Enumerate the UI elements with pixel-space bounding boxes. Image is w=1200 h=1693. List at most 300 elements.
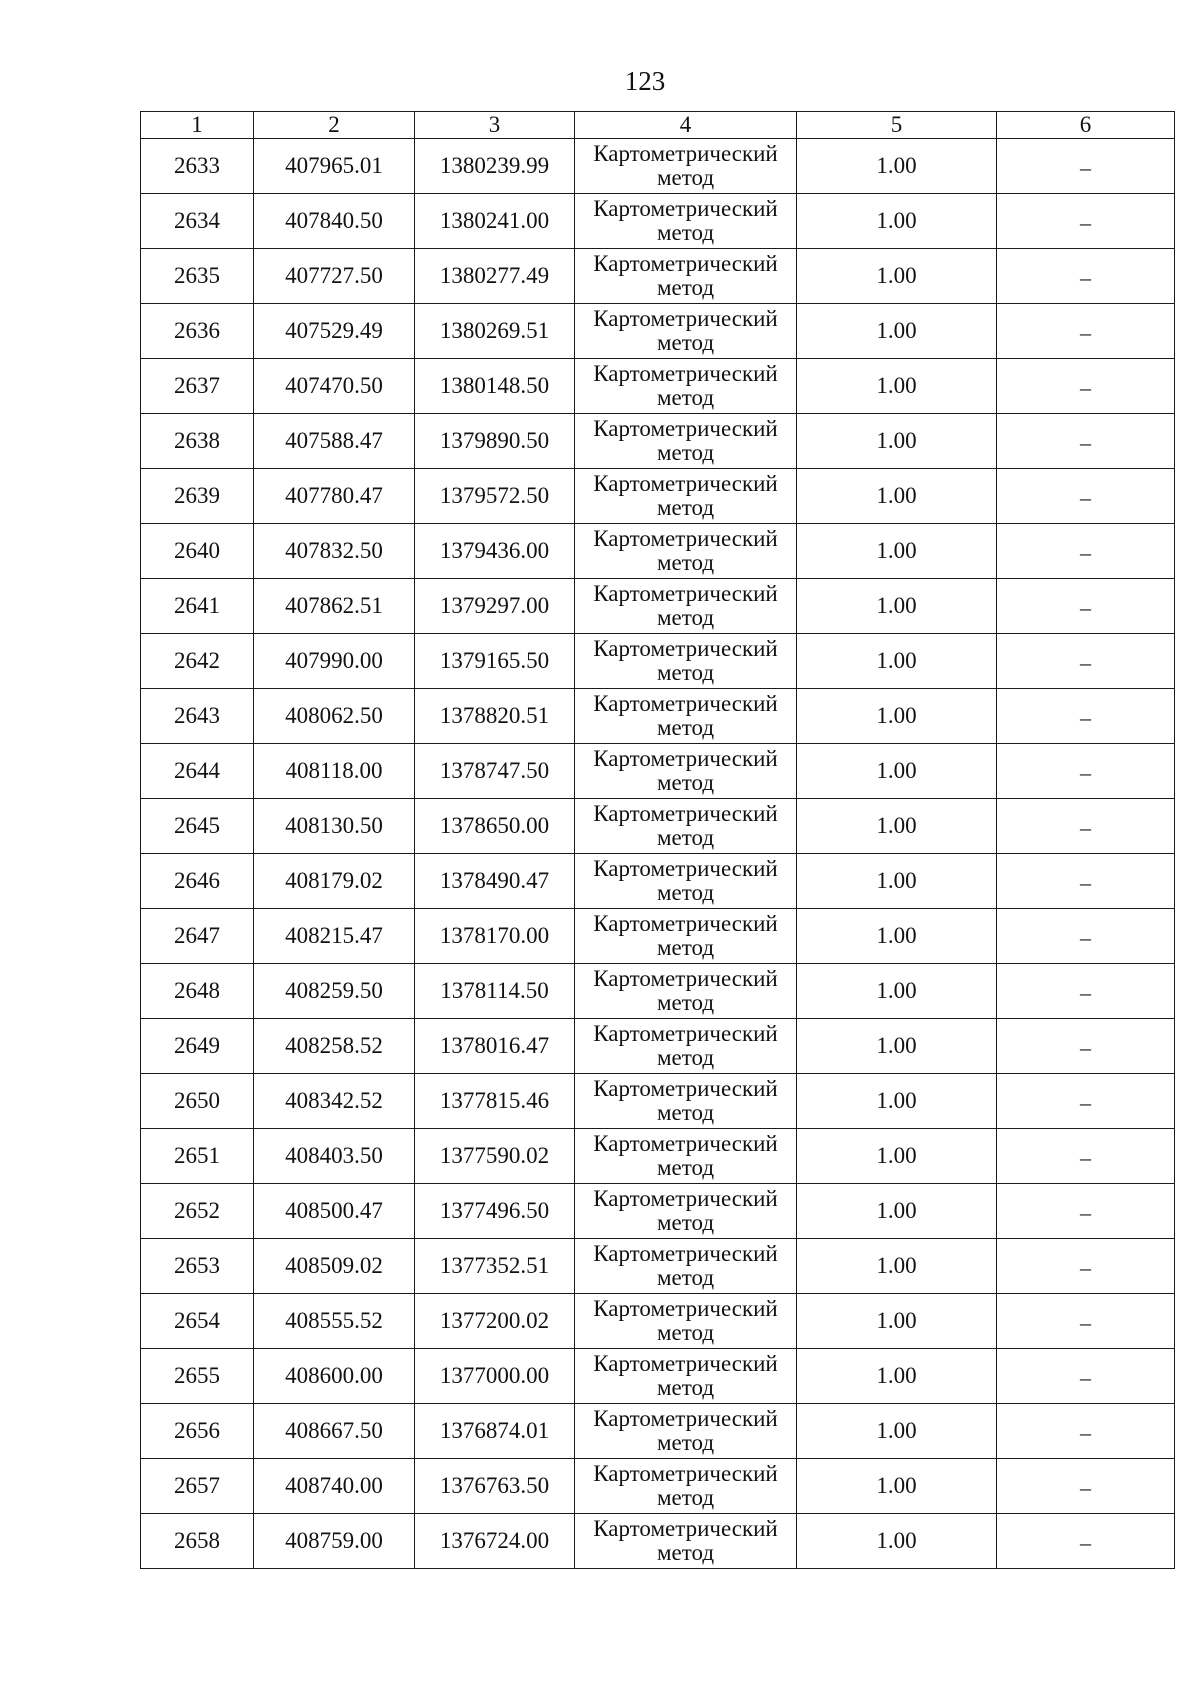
note-cell-text: – xyxy=(1080,1530,1091,1555)
method-line-2: метод xyxy=(656,1210,715,1235)
accuracy-cell xyxy=(797,524,997,579)
x-coordinate-cell xyxy=(254,799,415,854)
point-number-cell-text: 2634 xyxy=(174,208,220,233)
x-coordinate-cell xyxy=(254,1239,415,1294)
note-cell xyxy=(997,1184,1175,1239)
x-coordinate-cell xyxy=(254,249,415,304)
x-coordinate-cell xyxy=(254,1129,415,1184)
y-coordinate-cell xyxy=(415,744,575,799)
point-number-cell-text: 2655 xyxy=(174,1363,220,1388)
method-line-2: метод xyxy=(656,1485,715,1510)
table-body xyxy=(141,139,1175,1569)
y-coordinate-cell-text: 1380241.00 xyxy=(439,208,550,233)
method-line-1: Картометрический xyxy=(593,306,778,331)
method-line-1: Картометрический xyxy=(593,141,778,166)
y-coordinate-cell xyxy=(415,1019,575,1074)
note-cell-text: – xyxy=(1080,210,1091,235)
point-number-cell-text: 2656 xyxy=(174,1418,220,1443)
table-row xyxy=(141,304,1175,359)
method-cell xyxy=(575,1514,797,1569)
note-cell-text: – xyxy=(1080,375,1091,400)
y-coordinate-cell-text: 1377352.51 xyxy=(439,1253,550,1278)
method-line-1: Картометрический xyxy=(593,1241,778,1266)
method-line-2: метод xyxy=(656,880,715,905)
table-row xyxy=(141,744,1175,799)
point-number-cell-text: 2644 xyxy=(174,758,220,783)
y-coordinate-cell xyxy=(415,854,575,909)
point-number-cell xyxy=(141,194,254,249)
method-line-2: метод xyxy=(656,495,715,520)
table-row xyxy=(141,1404,1175,1459)
accuracy-cell xyxy=(797,194,997,249)
note-cell xyxy=(997,414,1175,469)
note-cell-text: – xyxy=(1080,1145,1091,1170)
note-cell xyxy=(997,1404,1175,1459)
note-cell-text: – xyxy=(1080,430,1091,455)
y-coordinate-cell-text: 1377496.50 xyxy=(439,1198,550,1223)
method-line-2: метод xyxy=(656,1540,715,1565)
method-line-2: метод xyxy=(656,990,715,1015)
point-number-cell-text: 2650 xyxy=(174,1088,220,1113)
note-cell-text: – xyxy=(1080,155,1091,180)
note-cell xyxy=(997,1514,1175,1569)
method-line-2: метод xyxy=(656,660,715,685)
x-coordinate-cell-text: 408130.50 xyxy=(285,813,383,838)
table-row xyxy=(141,1294,1175,1349)
method-cell xyxy=(575,194,797,249)
point-number-cell xyxy=(141,799,254,854)
note-cell xyxy=(997,964,1175,1019)
accuracy-cell xyxy=(797,579,997,634)
table-row xyxy=(141,1514,1175,1569)
accuracy-cell xyxy=(797,249,997,304)
accuracy-cell-text: 1.00 xyxy=(876,1363,917,1388)
point-number-cell xyxy=(141,744,254,799)
note-cell-text: – xyxy=(1080,265,1091,290)
y-coordinate-cell xyxy=(415,249,575,304)
x-coordinate-cell xyxy=(254,194,415,249)
x-coordinate-cell-text: 407832.50 xyxy=(285,538,383,563)
x-coordinate-cell-text: 407470.50 xyxy=(285,373,383,398)
table-row xyxy=(141,1019,1175,1074)
accuracy-cell xyxy=(797,1459,997,1514)
point-number-cell-text: 2646 xyxy=(174,868,220,893)
note-cell xyxy=(997,1349,1175,1404)
x-coordinate-cell xyxy=(254,1459,415,1514)
note-cell-text: – xyxy=(1080,540,1091,565)
point-number-cell xyxy=(141,469,254,524)
x-coordinate-cell xyxy=(254,964,415,1019)
accuracy-cell xyxy=(797,469,997,524)
x-coordinate-cell-text: 408509.02 xyxy=(285,1253,383,1278)
accuracy-cell-text: 1.00 xyxy=(876,1253,917,1278)
x-coordinate-cell xyxy=(254,304,415,359)
method-line-1: Картометрический xyxy=(593,471,778,496)
method-cell xyxy=(575,249,797,304)
x-coordinate-cell xyxy=(254,1074,415,1129)
y-coordinate-cell xyxy=(415,579,575,634)
accuracy-cell-text: 1.00 xyxy=(876,703,917,728)
method-line-2: метод xyxy=(656,1155,715,1180)
method-line-1: Картометрический xyxy=(593,1461,778,1486)
note-cell-text: – xyxy=(1080,1255,1091,1280)
y-coordinate-cell-text: 1379436.00 xyxy=(439,538,550,563)
method-cell xyxy=(575,744,797,799)
method-line-1: Картометрический xyxy=(593,1351,778,1376)
point-number-cell-text: 2638 xyxy=(174,428,220,453)
note-cell-text: – xyxy=(1080,1035,1091,1060)
accuracy-cell xyxy=(797,139,997,194)
y-coordinate-cell xyxy=(415,1459,575,1514)
point-number-cell xyxy=(141,1239,254,1294)
point-number-cell-text: 2642 xyxy=(174,648,220,673)
y-coordinate-cell-text: 1379165.50 xyxy=(439,648,550,673)
accuracy-cell-text: 1.00 xyxy=(876,373,917,398)
accuracy-cell-text: 1.00 xyxy=(876,1143,917,1168)
y-coordinate-cell xyxy=(415,1184,575,1239)
note-cell-text: – xyxy=(1080,1090,1091,1115)
table-row xyxy=(141,1074,1175,1129)
note-cell-text: – xyxy=(1080,1310,1091,1335)
x-coordinate-cell xyxy=(254,744,415,799)
point-number-cell xyxy=(141,634,254,689)
y-coordinate-cell-text: 1380269.51 xyxy=(439,318,550,343)
y-coordinate-cell-text: 1376763.50 xyxy=(439,1473,550,1498)
y-coordinate-cell xyxy=(415,799,575,854)
table-row xyxy=(141,1129,1175,1184)
accuracy-cell xyxy=(797,964,997,1019)
y-coordinate-cell-text: 1378170.00 xyxy=(439,923,550,948)
point-number-cell xyxy=(141,359,254,414)
table-row xyxy=(141,414,1175,469)
note-cell-text: – xyxy=(1080,1200,1091,1225)
method-line-1: Картометрический xyxy=(593,581,778,606)
method-cell xyxy=(575,854,797,909)
note-cell-text: – xyxy=(1080,870,1091,895)
note-cell xyxy=(997,579,1175,634)
point-number-cell-text: 2652 xyxy=(174,1198,220,1223)
point-number-cell-text: 2637 xyxy=(174,373,220,398)
accuracy-cell-text: 1.00 xyxy=(876,813,917,838)
point-number-cell xyxy=(141,1459,254,1514)
table-row xyxy=(141,469,1175,524)
header-col-2: 2 xyxy=(254,112,415,139)
y-coordinate-cell-text: 1379890.50 xyxy=(439,428,550,453)
y-coordinate-cell xyxy=(415,524,575,579)
method-cell xyxy=(575,1239,797,1294)
method-line-1: Картометрический xyxy=(593,1516,778,1541)
point-number-cell xyxy=(141,579,254,634)
point-number-cell xyxy=(141,1349,254,1404)
point-number-cell-text: 2647 xyxy=(174,923,220,948)
accuracy-cell-text: 1.00 xyxy=(876,1308,917,1333)
x-coordinate-cell-text: 407529.49 xyxy=(285,318,383,343)
y-coordinate-cell xyxy=(415,414,575,469)
note-cell-text: – xyxy=(1080,815,1091,840)
accuracy-cell xyxy=(797,799,997,854)
method-line-1: Картометрический xyxy=(593,966,778,991)
note-cell xyxy=(997,909,1175,964)
note-cell-text: – xyxy=(1080,595,1091,620)
accuracy-cell-text: 1.00 xyxy=(876,978,917,1003)
note-cell xyxy=(997,1129,1175,1184)
header-row xyxy=(141,112,1175,139)
x-coordinate-cell-text: 408062.50 xyxy=(285,703,383,728)
x-coordinate-cell xyxy=(254,579,415,634)
x-coordinate-cell-text: 408667.50 xyxy=(285,1418,383,1443)
y-coordinate-cell xyxy=(415,1349,575,1404)
accuracy-cell-text: 1.00 xyxy=(876,868,917,893)
accuracy-cell-text: 1.00 xyxy=(876,428,917,453)
x-coordinate-cell-text: 408179.02 xyxy=(285,868,383,893)
method-cell xyxy=(575,909,797,964)
table-row xyxy=(141,964,1175,1019)
x-coordinate-cell xyxy=(254,634,415,689)
method-line-2: метод xyxy=(656,165,715,190)
note-cell xyxy=(997,854,1175,909)
note-cell-text: – xyxy=(1080,980,1091,1005)
method-line-2: метод xyxy=(656,1430,715,1455)
point-number-cell-text: 2651 xyxy=(174,1143,220,1168)
point-number-cell-text: 2640 xyxy=(174,538,220,563)
point-number-cell xyxy=(141,1514,254,1569)
x-coordinate-cell-text: 408118.00 xyxy=(285,758,383,783)
point-number-cell xyxy=(141,524,254,579)
point-number-cell-text: 2653 xyxy=(174,1253,220,1278)
point-number-cell xyxy=(141,964,254,1019)
method-line-2: метод xyxy=(656,770,715,795)
note-cell xyxy=(997,1074,1175,1129)
point-number-cell-text: 2639 xyxy=(174,483,220,508)
accuracy-cell-text: 1.00 xyxy=(876,1033,917,1058)
table-row xyxy=(141,689,1175,744)
x-coordinate-cell xyxy=(254,469,415,524)
accuracy-cell-text: 1.00 xyxy=(876,648,917,673)
accuracy-cell xyxy=(797,1514,997,1569)
y-coordinate-cell-text: 1378114.50 xyxy=(440,978,549,1003)
table-row xyxy=(141,799,1175,854)
y-coordinate-cell xyxy=(415,304,575,359)
x-coordinate-cell-text: 408258.52 xyxy=(285,1033,383,1058)
point-number-cell-text: 2649 xyxy=(174,1033,220,1058)
accuracy-cell-text: 1.00 xyxy=(876,1473,917,1498)
table-row xyxy=(141,524,1175,579)
note-cell-text: – xyxy=(1080,705,1091,730)
x-coordinate-cell-text: 407727.50 xyxy=(285,263,383,288)
x-coordinate-cell xyxy=(254,1514,415,1569)
x-coordinate-cell-text: 408600.00 xyxy=(285,1363,383,1388)
y-coordinate-cell xyxy=(415,469,575,524)
x-coordinate-cell-text: 407780.47 xyxy=(285,483,383,508)
method-line-2: метод xyxy=(656,605,715,630)
x-coordinate-cell-text: 408555.52 xyxy=(285,1308,383,1333)
point-number-cell-text: 2645 xyxy=(174,813,220,838)
point-number-cell xyxy=(141,304,254,359)
method-line-1: Картометрический xyxy=(593,361,778,386)
method-line-1: Картометрический xyxy=(593,911,778,936)
method-cell xyxy=(575,799,797,854)
method-line-1: Картометрический xyxy=(593,636,778,661)
method-line-2: метод xyxy=(656,550,715,575)
accuracy-cell-text: 1.00 xyxy=(876,538,917,563)
note-cell xyxy=(997,469,1175,524)
point-number-cell xyxy=(141,1294,254,1349)
method-cell xyxy=(575,304,797,359)
y-coordinate-cell-text: 1378490.47 xyxy=(439,868,550,893)
method-line-1: Картометрический xyxy=(593,746,778,771)
y-coordinate-cell-text: 1378747.50 xyxy=(439,758,550,783)
method-cell xyxy=(575,689,797,744)
note-cell-text: – xyxy=(1080,925,1091,950)
y-coordinate-cell-text: 1377590.02 xyxy=(439,1143,550,1168)
method-line-1: Картометрический xyxy=(593,1186,778,1211)
point-number-cell xyxy=(141,1019,254,1074)
y-coordinate-cell xyxy=(415,1074,575,1129)
method-line-1: Картометрический xyxy=(593,801,778,826)
accuracy-cell-text: 1.00 xyxy=(876,1418,917,1443)
table-row xyxy=(141,854,1175,909)
y-coordinate-cell-text: 1377200.02 xyxy=(439,1308,550,1333)
method-line-1: Картометрический xyxy=(593,1076,778,1101)
accuracy-cell xyxy=(797,1184,997,1239)
point-number-cell-text: 2636 xyxy=(174,318,220,343)
point-number-cell xyxy=(141,1184,254,1239)
table-row xyxy=(141,194,1175,249)
note-cell xyxy=(997,689,1175,744)
point-number-cell xyxy=(141,1404,254,1459)
method-line-2: метод xyxy=(656,220,715,245)
note-cell-text: – xyxy=(1080,760,1091,785)
method-line-2: метод xyxy=(656,275,715,300)
method-line-2: метод xyxy=(656,1320,715,1345)
y-coordinate-cell-text: 1380277.49 xyxy=(439,263,550,288)
note-cell xyxy=(997,524,1175,579)
method-line-1: Картометрический xyxy=(593,196,778,221)
method-cell xyxy=(575,139,797,194)
point-number-cell-text: 2657 xyxy=(174,1473,220,1498)
note-cell-text: – xyxy=(1080,650,1091,675)
accuracy-cell xyxy=(797,1294,997,1349)
y-coordinate-cell xyxy=(415,1514,575,1569)
method-cell xyxy=(575,634,797,689)
table-row xyxy=(141,1239,1175,1294)
y-coordinate-cell-text: 1379572.50 xyxy=(439,483,550,508)
accuracy-cell-text: 1.00 xyxy=(876,758,917,783)
method-line-2: метод xyxy=(656,1100,715,1125)
accuracy-cell xyxy=(797,1129,997,1184)
method-cell xyxy=(575,1349,797,1404)
point-number-cell xyxy=(141,909,254,964)
accuracy-cell-text: 1.00 xyxy=(876,318,917,343)
x-coordinate-cell xyxy=(254,524,415,579)
table-row xyxy=(141,139,1175,194)
accuracy-cell-text: 1.00 xyxy=(876,153,917,178)
note-cell xyxy=(997,1459,1175,1514)
method-cell xyxy=(575,1184,797,1239)
x-coordinate-cell xyxy=(254,854,415,909)
x-coordinate-cell-text: 407862.51 xyxy=(285,593,383,618)
method-cell xyxy=(575,1129,797,1184)
accuracy-cell xyxy=(797,359,997,414)
note-cell-text: – xyxy=(1080,1365,1091,1390)
y-coordinate-cell-text: 1376874.01 xyxy=(439,1418,550,1443)
method-cell xyxy=(575,359,797,414)
y-coordinate-cell-text: 1380148.50 xyxy=(439,373,550,398)
accuracy-cell xyxy=(797,304,997,359)
table-row xyxy=(141,909,1175,964)
y-coordinate-cell xyxy=(415,139,575,194)
x-coordinate-cell xyxy=(254,1294,415,1349)
coordinates-table xyxy=(140,111,1175,1569)
accuracy-cell-text: 1.00 xyxy=(876,263,917,288)
method-cell xyxy=(575,964,797,1019)
method-cell xyxy=(575,1019,797,1074)
x-coordinate-cell xyxy=(254,1349,415,1404)
method-line-1: Картометрический xyxy=(593,526,778,551)
y-coordinate-cell-text: 1378016.47 xyxy=(439,1033,550,1058)
table-row xyxy=(141,1459,1175,1514)
note-cell xyxy=(997,359,1175,414)
method-line-1: Картометрический xyxy=(593,691,778,716)
accuracy-cell-text: 1.00 xyxy=(876,1088,917,1113)
x-coordinate-cell xyxy=(254,1184,415,1239)
accuracy-cell xyxy=(797,1239,997,1294)
accuracy-cell xyxy=(797,1019,997,1074)
y-coordinate-cell xyxy=(415,964,575,1019)
accuracy-cell xyxy=(797,744,997,799)
x-coordinate-cell-text: 408342.52 xyxy=(285,1088,383,1113)
accuracy-cell-text: 1.00 xyxy=(876,483,917,508)
accuracy-cell xyxy=(797,909,997,964)
accuracy-cell-text: 1.00 xyxy=(876,1528,917,1553)
method-line-2: метод xyxy=(656,825,715,850)
x-coordinate-cell xyxy=(254,414,415,469)
accuracy-cell-text: 1.00 xyxy=(876,1198,917,1223)
accuracy-cell xyxy=(797,1404,997,1459)
method-line-1: Картометрический xyxy=(593,251,778,276)
method-cell xyxy=(575,1404,797,1459)
method-line-1: Картометрический xyxy=(593,416,778,441)
y-coordinate-cell-text: 1380239.99 xyxy=(439,153,550,178)
method-line-2: метод xyxy=(656,1045,715,1070)
x-coordinate-cell-text: 407990.00 xyxy=(285,648,383,673)
x-coordinate-cell xyxy=(254,689,415,744)
point-number-cell-text: 2635 xyxy=(174,263,220,288)
y-coordinate-cell xyxy=(415,634,575,689)
point-number-cell xyxy=(141,139,254,194)
y-coordinate-cell xyxy=(415,689,575,744)
x-coordinate-cell-text: 408403.50 xyxy=(285,1143,383,1168)
point-number-cell-text: 2658 xyxy=(174,1528,220,1553)
y-coordinate-cell-text: 1379297.00 xyxy=(439,593,550,618)
table-row xyxy=(141,634,1175,689)
accuracy-cell xyxy=(797,414,997,469)
accuracy-cell-text: 1.00 xyxy=(876,208,917,233)
point-number-cell-text: 2641 xyxy=(174,593,220,618)
y-coordinate-cell-text: 1376724.00 xyxy=(439,1528,550,1553)
point-number-cell-text: 2654 xyxy=(174,1308,220,1333)
method-cell xyxy=(575,1294,797,1349)
accuracy-cell xyxy=(797,634,997,689)
x-coordinate-cell xyxy=(254,1019,415,1074)
x-coordinate-cell xyxy=(254,909,415,964)
table-row xyxy=(141,359,1175,414)
table-header xyxy=(141,112,1175,139)
accuracy-cell-text: 1.00 xyxy=(876,923,917,948)
note-cell-text: – xyxy=(1080,1475,1091,1500)
note-cell xyxy=(997,304,1175,359)
accuracy-cell xyxy=(797,689,997,744)
